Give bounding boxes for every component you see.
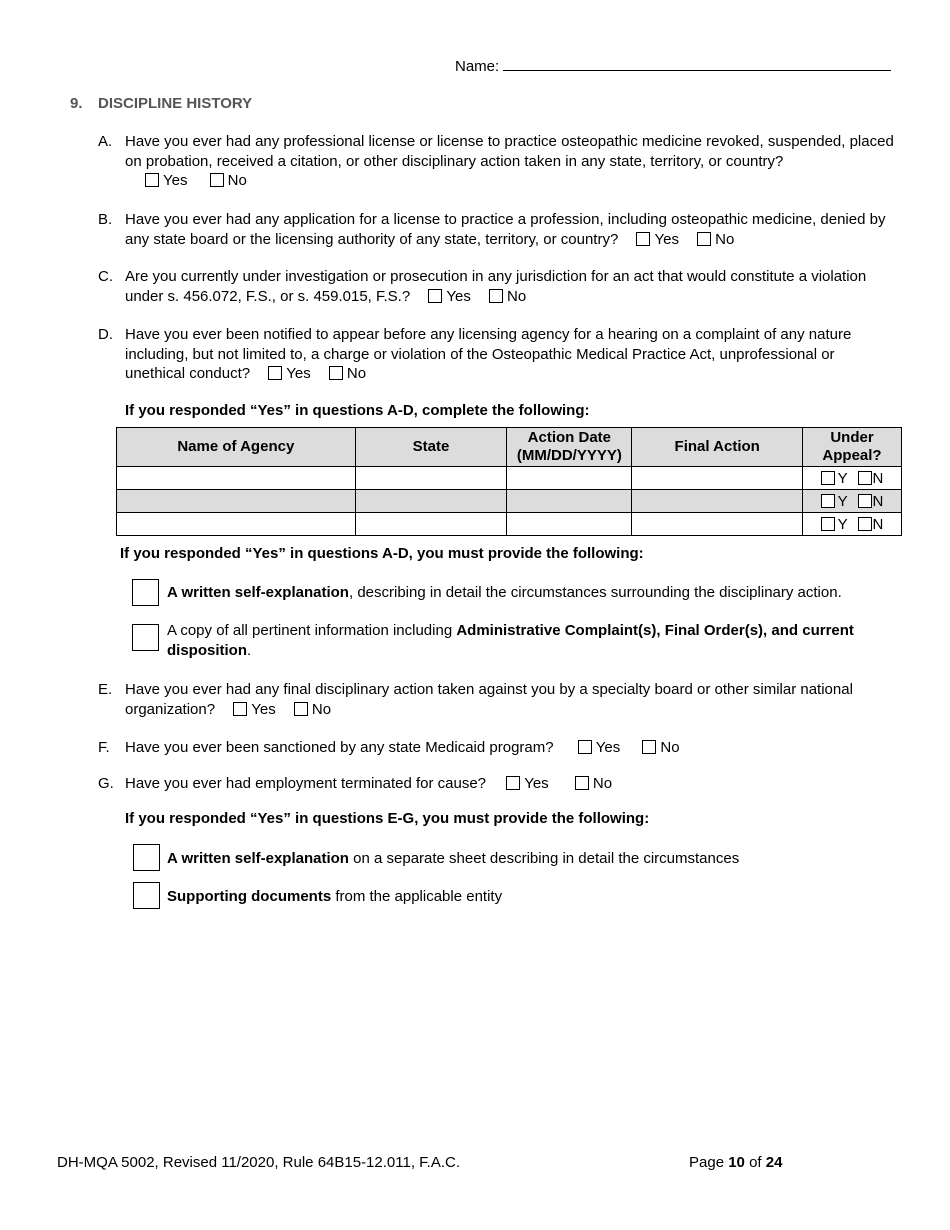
question-e bbox=[98, 680, 898, 719]
state-cell[interactable] bbox=[355, 513, 507, 536]
question-letter: B. bbox=[98, 211, 113, 228]
question-b-no[interactable]: No bbox=[697, 231, 734, 248]
question-e-no[interactable]: No bbox=[294, 701, 331, 718]
question-a-no[interactable]: No bbox=[210, 172, 247, 189]
question-a-yes[interactable]: Yes bbox=[145, 172, 187, 189]
requirement-eg-self-explanation: A written self-explanation on a separate sheet describing in detail the circumstances bbox=[167, 850, 740, 867]
question-e-yes[interactable]: Yes bbox=[233, 701, 275, 718]
header-final-action: Final Action bbox=[632, 428, 803, 467]
requirements-ad-instruction: If you responded “Yes” in questions A-D, you must provide the following: bbox=[120, 545, 644, 562]
section-title bbox=[70, 95, 252, 112]
requirement-supporting-documents: Supporting documents from the applicable entity bbox=[167, 888, 503, 905]
table-header-row bbox=[117, 428, 902, 467]
question-b bbox=[98, 210, 898, 249]
appeal-no-checkbox[interactable] bbox=[858, 471, 872, 485]
question-c-no[interactable]: No bbox=[489, 288, 526, 305]
checkbox[interactable] bbox=[428, 289, 442, 303]
appeal-yes-checkbox[interactable] bbox=[821, 517, 835, 531]
checkbox[interactable] bbox=[329, 366, 343, 380]
question-f bbox=[98, 738, 898, 758]
question-letter: D. bbox=[98, 326, 113, 343]
requirements-eg-instruction: If you responded “Yes” in questions E-G, you must provide the following: bbox=[125, 810, 650, 827]
checkbox[interactable] bbox=[575, 776, 589, 790]
requirement-pertinent-info: A copy of all pertinent information including Administrative Complaint(s), Final Order(s), and current disposition. bbox=[167, 622, 854, 659]
agency-cell[interactable] bbox=[117, 513, 356, 536]
question-letter: C. bbox=[98, 268, 113, 285]
question-text: Have you ever been sanctioned by any state Medicaid program? bbox=[125, 739, 554, 756]
question-text: Have you ever had any professional license or license to practice osteopathic medicine revoked, suspended, placed on probation, received a citation, or other disciplinary action taken in any state, territory, or country? bbox=[125, 133, 894, 170]
appeal-yes-checkbox[interactable] bbox=[821, 494, 835, 508]
table-row bbox=[117, 490, 902, 513]
question-letter: A. bbox=[98, 133, 113, 150]
checkbox[interactable] bbox=[145, 173, 159, 187]
date-cell[interactable] bbox=[507, 490, 632, 513]
checkbox[interactable] bbox=[697, 232, 711, 246]
question-g-no[interactable]: No bbox=[575, 775, 612, 792]
checkbox[interactable] bbox=[642, 740, 656, 754]
final-action-cell[interactable] bbox=[632, 490, 803, 513]
checkbox[interactable] bbox=[210, 173, 224, 187]
final-action-cell[interactable] bbox=[632, 467, 803, 490]
date-cell[interactable] bbox=[507, 467, 632, 490]
agency-cell[interactable] bbox=[117, 490, 356, 513]
requirement-checkbox[interactable] bbox=[133, 844, 160, 871]
header-under-appeal: Under Appeal? bbox=[803, 428, 902, 467]
appeal-no-checkbox[interactable] bbox=[858, 494, 872, 508]
question-b-yes[interactable]: Yes bbox=[636, 231, 678, 248]
question-text: Are you currently under investigation or prosecution in any jurisdiction for an act that would constitute a violation under s. 456.072, F.S., or s. 459.015, F.S.? bbox=[125, 268, 867, 305]
section-number: 9. bbox=[70, 95, 83, 112]
question-text: Have you ever had employment terminated for cause? bbox=[125, 775, 487, 792]
checkbox[interactable] bbox=[268, 366, 282, 380]
table-instruction: If you responded “Yes” in questions A-D, complete the following: bbox=[125, 402, 590, 419]
question-a bbox=[98, 132, 898, 191]
question-f-no[interactable]: No bbox=[642, 739, 679, 756]
question-text: Have you ever been notified to appear before any licensing agency for a hearing on a complaint of any nature including, but not limited to, a charge or violation of the Osteopathic Medical Practice Act, unprofessional or unethical conduct? bbox=[125, 326, 852, 382]
header-state: State bbox=[355, 428, 507, 467]
date-cell[interactable] bbox=[507, 513, 632, 536]
requirement-checkbox[interactable] bbox=[132, 579, 159, 606]
question-c-yes[interactable]: Yes bbox=[428, 288, 470, 305]
appeal-cell: Y N bbox=[803, 513, 902, 536]
appeal-no-checkbox[interactable] bbox=[858, 517, 872, 531]
question-g-yes[interactable]: Yes bbox=[506, 775, 548, 792]
requirement-checkbox[interactable] bbox=[132, 624, 159, 651]
requirement-checkbox[interactable] bbox=[133, 882, 160, 909]
header-agency: Name of Agency bbox=[117, 428, 356, 467]
question-text: Have you ever had any final disciplinary action taken against you by a specialty board or other similar national organization? bbox=[125, 681, 853, 718]
name-label: Name: bbox=[455, 58, 500, 75]
checkbox[interactable] bbox=[506, 776, 520, 790]
final-action-cell[interactable] bbox=[632, 513, 803, 536]
checkbox[interactable] bbox=[294, 702, 308, 716]
header-action-date: Action Date (MM/DD/YYYY) bbox=[507, 428, 632, 467]
requirement-self-explanation: A written self-explanation, describing in detail the circumstances surrounding the disciplinary action. bbox=[167, 584, 842, 601]
appeal-yes-checkbox[interactable] bbox=[821, 471, 835, 485]
checkbox[interactable] bbox=[578, 740, 592, 754]
question-d-no[interactable]: No bbox=[329, 365, 366, 382]
checkbox[interactable] bbox=[489, 289, 503, 303]
question-g bbox=[98, 774, 898, 794]
question-f-yes[interactable]: Yes bbox=[578, 739, 620, 756]
section-heading: DISCIPLINE HISTORY bbox=[98, 95, 253, 112]
question-d bbox=[98, 325, 898, 384]
checkbox[interactable] bbox=[233, 702, 247, 716]
name-input-line[interactable] bbox=[503, 56, 891, 71]
table-row bbox=[117, 513, 902, 536]
page-number: Page 10 of 24 bbox=[689, 1154, 783, 1171]
checkbox[interactable] bbox=[636, 232, 650, 246]
table-row bbox=[117, 467, 902, 490]
state-cell[interactable] bbox=[355, 490, 507, 513]
question-c bbox=[98, 267, 898, 306]
question-d-yes[interactable]: Yes bbox=[268, 365, 310, 382]
agency-cell[interactable] bbox=[117, 467, 356, 490]
question-letter: E. bbox=[98, 681, 113, 698]
appeal-cell: Y N bbox=[803, 467, 902, 490]
question-letter: G. bbox=[98, 775, 114, 792]
question-text: Have you ever had any application for a license to practice a profession, including osteopathic medicine, denied by any state board or the licensing authority of any state, territory, or country? bbox=[125, 211, 886, 248]
state-cell[interactable] bbox=[355, 467, 507, 490]
question-letter: F. bbox=[98, 739, 110, 756]
appeal-cell: Y N bbox=[803, 490, 902, 513]
name-field bbox=[455, 56, 891, 75]
form-identifier: DH-MQA 5002, Revised 11/2020, Rule 64B15-12.011, F.A.C. bbox=[57, 1154, 461, 1171]
agency-table bbox=[116, 427, 902, 536]
